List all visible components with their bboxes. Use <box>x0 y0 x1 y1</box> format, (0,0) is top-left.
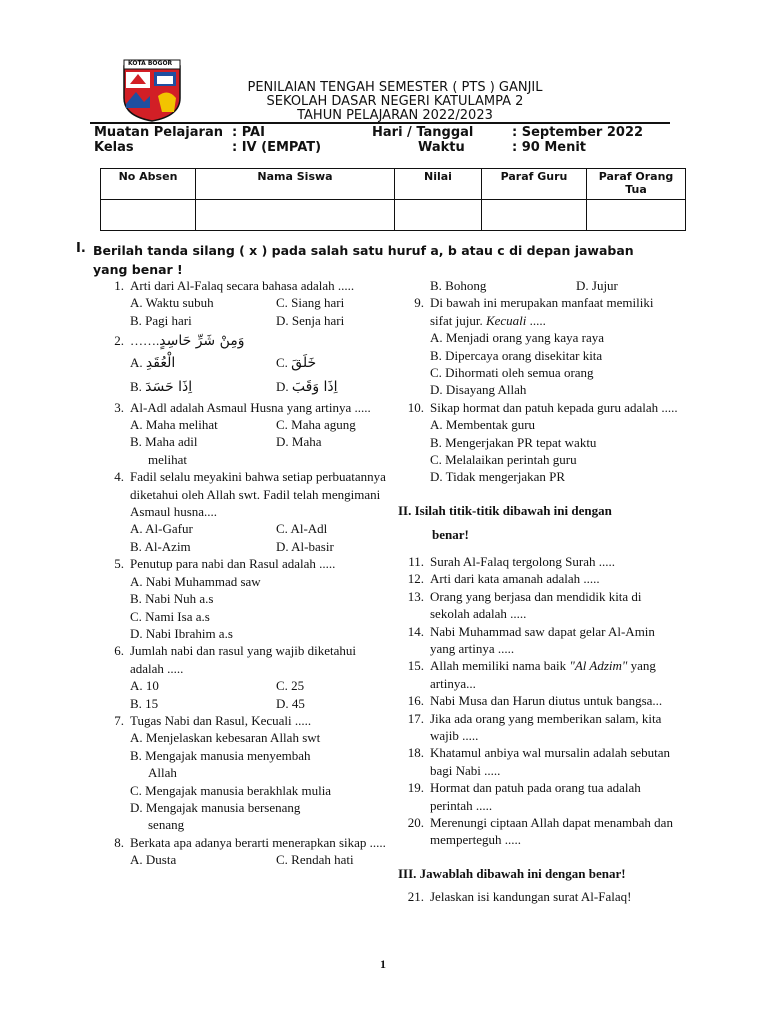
question-number: 17. <box>407 710 424 726</box>
question-2 <box>98 332 388 398</box>
logo-label: KOTA BOGOR <box>128 60 173 67</box>
question-12 <box>398 570 678 587</box>
option-b[interactable]: B. Al-Azim <box>130 538 191 554</box>
option-b[interactable]: B. Maha adil <box>130 434 198 450</box>
question-text: Sikap hormat dan patuh kepada guru adalah ..... <box>430 399 678 415</box>
option-b[interactable] <box>130 375 276 399</box>
header-title-3: TAHUN PELAJARAN 2022/2023 <box>297 108 493 123</box>
section-2-title-line2: benar! <box>432 526 469 542</box>
option-letter: B. <box>130 378 142 394</box>
question-number: 2. <box>114 333 124 349</box>
option-a[interactable]: A. Dusta <box>130 852 177 868</box>
question-14 <box>398 623 678 658</box>
option-a[interactable]: A. Menjelaskan kebesaran Allah swt <box>130 730 321 746</box>
cell-paraf-guru[interactable] <box>482 200 587 231</box>
question-text: Jika ada orang yang memberikan salam, kita wajib ..... <box>430 710 662 743</box>
question-19 <box>398 779 678 814</box>
option-b[interactable]: B. Mengerjakan PR tepat waktu <box>430 434 597 450</box>
question-number: 16. <box>407 693 424 709</box>
option-d[interactable]: D. Mengajak manusia bersenang <box>130 799 301 815</box>
option-arabic: اِذَا وَقَبَ <box>291 378 338 395</box>
option-a[interactable]: A. Maha melihat <box>130 417 218 433</box>
option-b[interactable]: B. Bohong <box>430 278 487 293</box>
question-number: 11. <box>408 553 424 569</box>
option-c[interactable]: C. Mengajak manusia berakhlak mulia <box>130 782 332 798</box>
option-b[interactable]: B. Nabi Nuh a.s <box>130 591 214 607</box>
cell-nilai[interactable] <box>395 200 482 231</box>
question-6 <box>98 642 388 712</box>
question-arabic-text: وَمِنْ شَرِّ حَاسِدٍ <box>159 333 245 350</box>
option-a[interactable] <box>130 351 276 375</box>
option-b[interactable]: B. Pagi hari <box>130 312 192 328</box>
col-header-no-absen: No Absen <box>101 169 196 200</box>
question-text: Di bawah ini merupakan manfaat memiliki sifat jujur. <box>430 295 654 328</box>
question-text: Surah Al-Falaq tergolong Surah ..... <box>430 553 615 569</box>
question-number: 8. <box>114 834 124 850</box>
time-label: Waktu <box>418 140 465 155</box>
question-text: Berkata apa adanya berarti menerapkan sikap ..... <box>130 834 386 850</box>
essay-list <box>398 553 678 849</box>
question-number: 21. <box>407 889 424 905</box>
question-text-end: yang artinya... <box>430 658 656 691</box>
question-15 <box>398 657 678 692</box>
question-number: 1. <box>114 278 124 293</box>
cell-no-absen[interactable] <box>101 200 196 231</box>
option-c[interactable]: C. Siang hari <box>276 295 345 311</box>
header-title-1: PENILAIAN TENGAH SEMESTER ( PTS ) GANJIL <box>247 80 543 95</box>
question-1 <box>98 277 388 329</box>
question-number: 20. <box>407 814 424 830</box>
option-a[interactable]: A. Membentak guru <box>430 417 536 433</box>
option-d[interactable]: D. Senja hari <box>276 312 345 328</box>
question-text: Nabi Muhammad saw dapat gelar Al-Amin yang artinya ..... <box>430 623 655 656</box>
option-a[interactable]: A. Menjadi orang yang kaya raya <box>430 330 604 346</box>
question-text-end: ..... <box>526 312 546 328</box>
option-letter: D. <box>276 378 289 394</box>
question-text: Khatamul anbiya wal mursalin adalah sebutan bagi Nabi ..... <box>430 745 671 778</box>
question-number: 4. <box>114 469 124 485</box>
question-number: 6. <box>114 643 124 659</box>
left-column <box>98 277 388 869</box>
question-number: 19. <box>407 780 424 796</box>
option-d[interactable]: D. Tidak mengerjakan PR <box>430 469 566 485</box>
option-b[interactable]: B. 15 <box>130 695 159 711</box>
question-text: Nabi Musa dan Harun diutus untuk bangsa... <box>430 693 663 709</box>
question-text: Arti dari kata amanah adalah ..... <box>430 571 600 587</box>
col-header-paraf-guru: Paraf Guru <box>482 169 587 200</box>
option-d[interactable] <box>276 375 386 399</box>
option-c[interactable]: C. Rendah hati <box>276 852 354 868</box>
option-d[interactable]: D. Jujur <box>576 278 618 293</box>
question-number: 14. <box>407 623 424 639</box>
option-c[interactable]: C. Melalaikan perintah guru <box>430 452 577 468</box>
option-b[interactable]: B. Dipercaya orang disekitar kita <box>430 347 603 363</box>
option-a[interactable]: A. Nabi Muhammad saw <box>130 573 261 589</box>
option-arabic: اِذَا حَسَدَ <box>145 378 193 395</box>
option-c[interactable]: C. Al-Adl <box>276 521 328 537</box>
option-d[interactable]: D. Nabi Ibrahim a.s <box>130 625 233 641</box>
question-text: Jelaskan isi kandungan surat Al-Falaq! <box>430 889 632 905</box>
question-8-continued <box>430 277 678 294</box>
question-text: Arti dari Al-Falaq secara bahasa adalah ..... <box>130 278 355 293</box>
cell-nama-siswa[interactable] <box>196 200 395 231</box>
class-label: Kelas <box>94 140 134 155</box>
header-divider <box>90 122 670 124</box>
question-text-italic: "Al Adzim" <box>569 658 628 674</box>
header-title-2: SEKOLAH DASAR NEGERI KATULAMPA 2 <box>266 94 524 109</box>
question-16 <box>398 692 678 709</box>
date-label: Hari / Tanggal <box>372 125 474 140</box>
question-7 <box>98 712 388 834</box>
option-b-continued: Allah <box>148 765 177 781</box>
subject-value: : PAI <box>232 125 265 140</box>
option-arabic: الْعُقَدِ <box>145 354 176 371</box>
question-18 <box>398 744 678 779</box>
question-21 <box>398 888 678 905</box>
option-letter: C. <box>276 354 288 370</box>
question-10 <box>398 399 678 486</box>
question-text: Orang yang berjasa dan mendidik kita di sekolah adalah ..... <box>430 588 642 622</box>
section-3-title: III. Jawablah dibawah ini dengan benar! <box>398 865 626 881</box>
question-text: Hormat dan patuh pada orang tua adalah perintah ..... <box>430 780 641 813</box>
question-text: Penutup para nabi dan Rasul adalah ..... <box>130 556 336 572</box>
question-number: 7. <box>114 712 124 728</box>
question-number: 3. <box>114 399 124 415</box>
col-header-nilai: Nilai <box>395 169 482 200</box>
option-b-continued: melihat <box>148 451 187 467</box>
question-text: Tugas Nabi dan Rasul, Kecuali ..... <box>130 712 312 728</box>
subject-label: Muatan Pelajaran <box>94 125 223 140</box>
option-arabic: خَلَقَ <box>291 354 317 371</box>
cell-paraf-orang-tua[interactable] <box>587 200 686 231</box>
question-9 <box>398 294 678 398</box>
student-info-table <box>100 168 686 231</box>
question-5 <box>98 555 388 642</box>
col-header-nama-siswa: Nama Siswa <box>196 169 395 200</box>
option-d[interactable]: D. Maha <box>276 434 322 450</box>
option-letter: A. <box>130 354 143 370</box>
question-number: 18. <box>407 745 424 761</box>
question-number: 9. <box>414 295 424 311</box>
right-column <box>398 277 678 906</box>
section-1-number: I. <box>76 241 86 256</box>
option-a[interactable]: A. 10 <box>130 678 159 694</box>
question-3 <box>98 399 388 469</box>
option-b[interactable]: B. Mengajak manusia menyembah <box>130 747 311 763</box>
option-c[interactable] <box>276 351 386 375</box>
option-c[interactable]: C. Nami Isa a.s <box>130 608 210 624</box>
question-number: 5. <box>114 556 124 572</box>
question-text-italic: Kecuali <box>485 312 527 328</box>
question-8 <box>98 834 388 869</box>
option-d[interactable]: D. 45 <box>276 695 305 711</box>
time-value: : 90 Menit <box>512 140 587 155</box>
question-text: Fadil selalu meyakini bahwa setiap perbuatannya diketahui oleh Allah swt. Fadil telah mengimani Asmaul husna.... <box>130 469 386 520</box>
question-blank: ……. <box>130 333 160 349</box>
option-c[interactable]: C. Dihormati oleh semua orang <box>430 365 594 381</box>
question-17 <box>398 710 678 745</box>
option-c[interactable]: C. Maha agung <box>276 417 356 433</box>
question-text: Allah memiliki nama baik <box>430 658 570 674</box>
question-text: Jumlah nabi dan rasul yang wajib diketahui adalah ..... <box>130 643 357 676</box>
question-4 <box>98 468 388 555</box>
option-a[interactable]: A. Al-Gafur <box>130 521 193 537</box>
question-13 <box>398 588 678 623</box>
col-header-paraf-orang-tua: Paraf Orang Tua <box>587 169 686 200</box>
section-1-instruction: Berilah tanda silang ( x ) pada salah satu huruf a, b atau c di depan jawaban yang benar ! <box>93 243 634 277</box>
option-c[interactable]: C. 25 <box>276 678 305 694</box>
section-2-title-line1: II. Isilah titik-titik dibawah ini dengan <box>398 502 612 518</box>
option-a[interactable]: A. Waktu subuh <box>130 295 214 311</box>
question-number: 15. <box>407 658 424 674</box>
option-d[interactable]: D. Al-basir <box>276 538 334 554</box>
question-number: 12. <box>407 571 424 587</box>
date-value: : September 2022 <box>512 125 644 140</box>
question-11 <box>398 553 678 570</box>
question-text: Merenungi ciptaan Allah dapat menambah dan memperteguh ..... <box>430 814 673 848</box>
section-2-title <box>398 499 678 547</box>
page-number: 1 <box>380 957 386 971</box>
question-20 <box>398 814 678 849</box>
option-d-continued: senang <box>148 817 185 833</box>
class-value: : IV (EMPAT) <box>232 140 322 155</box>
question-number: 13. <box>407 588 424 604</box>
question-text: Al-Adl adalah Asmaul Husna yang artinya ..... <box>130 399 371 415</box>
option-d[interactable]: D. Disayang Allah <box>430 382 527 398</box>
question-number: 10. <box>407 399 424 415</box>
